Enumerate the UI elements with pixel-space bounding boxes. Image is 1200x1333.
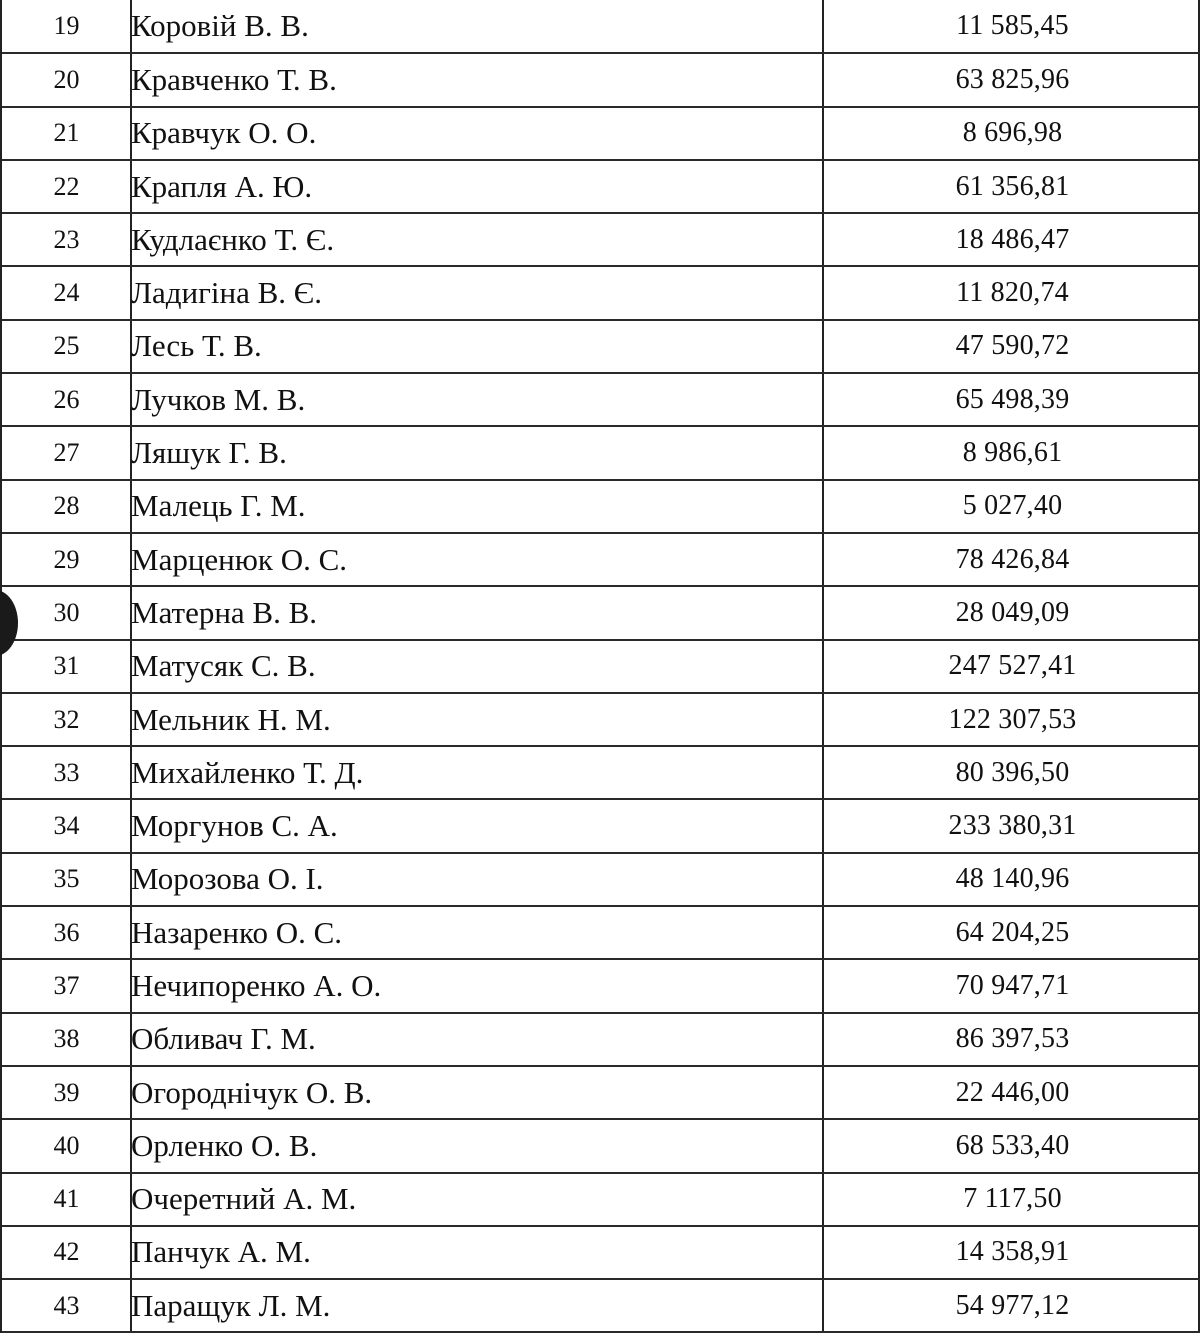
table-row [2,853,1200,906]
amount-cell: 7 117,50 [823,1173,1200,1226]
row-number-cell: 39 [2,1066,131,1119]
person-name-cell: Орленко О. В. [131,1119,823,1172]
row-number-cell: 37 [2,959,131,1012]
row-number-cell: 25 [2,320,131,373]
row-number-cell: 34 [2,799,131,852]
table-row [2,160,1200,213]
table-row [2,320,1200,373]
table-row [2,0,1200,53]
person-name-cell: Михайленко Т. Д. [131,746,823,799]
person-name-cell: Моргунов С. А. [131,799,823,852]
amount-cell: 64 204,25 [823,906,1200,959]
table-row [2,266,1200,319]
person-name-cell: Крапля А. Ю. [131,160,823,213]
person-name-cell: Очеретний А. М. [131,1173,823,1226]
row-number-cell: 33 [2,746,131,799]
table-row [2,1279,1200,1332]
row-number-cell: 32 [2,693,131,746]
row-number-cell: 21 [2,107,131,160]
table-row [2,693,1200,746]
row-number-cell: 31 [2,640,131,693]
table-row [2,959,1200,1012]
amount-cell: 18 486,47 [823,213,1200,266]
person-name-cell: Морозова О. І. [131,853,823,906]
table-row [2,906,1200,959]
row-number-cell: 41 [2,1173,131,1226]
amount-cell: 247 527,41 [823,640,1200,693]
row-number-cell: 28 [2,480,131,533]
row-number-cell: 23 [2,213,131,266]
person-name-cell: Панчук А. М. [131,1226,823,1279]
amount-cell: 233 380,31 [823,799,1200,852]
table-row [2,1066,1200,1119]
amount-cell: 61 356,81 [823,160,1200,213]
table-row [2,1119,1200,1172]
amount-cell: 11 585,45 [823,0,1200,53]
person-name-cell: Кравчук О. О. [131,107,823,160]
amount-cell: 122 307,53 [823,693,1200,746]
amount-cell: 47 590,72 [823,320,1200,373]
payments-table-body [2,0,1200,1332]
amount-cell: 86 397,53 [823,1013,1200,1066]
table-row [2,586,1200,639]
row-number-cell: 30 [2,586,131,639]
row-number-cell: 38 [2,1013,131,1066]
row-number-cell: 43 [2,1279,131,1332]
amount-cell: 5 027,40 [823,480,1200,533]
table-row [2,480,1200,533]
person-name-cell: Матусяк С. В. [131,640,823,693]
person-name-cell: Лучков М. В. [131,373,823,426]
amount-cell: 48 140,96 [823,853,1200,906]
amount-cell: 63 825,96 [823,53,1200,106]
amount-cell: 8 986,61 [823,426,1200,479]
row-number-cell: 29 [2,533,131,586]
person-name-cell: Лесь Т. В. [131,320,823,373]
row-number-cell: 27 [2,426,131,479]
person-name-cell: Назаренко О. С. [131,906,823,959]
person-name-cell: Коровій В. В. [131,0,823,53]
person-name-cell: Паращук Л. М. [131,1279,823,1332]
person-name-cell: Нечипоренко А. О. [131,959,823,1012]
row-number-cell: 36 [2,906,131,959]
amount-cell: 80 396,50 [823,746,1200,799]
amount-cell: 68 533,40 [823,1119,1200,1172]
person-name-cell: Матерна В. В. [131,586,823,639]
table-row [2,53,1200,106]
amount-cell: 78 426,84 [823,533,1200,586]
table-row [2,1013,1200,1066]
row-number-cell: 26 [2,373,131,426]
table-row [2,746,1200,799]
row-number-cell: 22 [2,160,131,213]
payments-table [2,0,1200,1333]
amount-cell: 70 947,71 [823,959,1200,1012]
amount-cell: 22 446,00 [823,1066,1200,1119]
amount-cell: 14 358,91 [823,1226,1200,1279]
table-row [2,213,1200,266]
person-name-cell: Обливач Г. М. [131,1013,823,1066]
row-number-cell: 24 [2,266,131,319]
person-name-cell: Марценюк О. С. [131,533,823,586]
person-name-cell: Кравченко Т. В. [131,53,823,106]
table-row [2,1173,1200,1226]
person-name-cell: Малець Г. М. [131,480,823,533]
table-row [2,533,1200,586]
row-number-cell: 19 [2,0,131,53]
table-row [2,426,1200,479]
person-name-cell: Ляшук Г. В. [131,426,823,479]
person-name-cell: Мельник Н. М. [131,693,823,746]
amount-cell: 54 977,12 [823,1279,1200,1332]
person-name-cell: Ладигіна В. Є. [131,266,823,319]
amount-cell: 28 049,09 [823,586,1200,639]
row-number-cell: 40 [2,1119,131,1172]
amount-cell: 8 696,98 [823,107,1200,160]
row-number-cell: 20 [2,53,131,106]
table-row [2,373,1200,426]
person-name-cell: Кудлаєнко Т. Є. [131,213,823,266]
table-row [2,799,1200,852]
row-number-cell: 35 [2,853,131,906]
table-row [2,1226,1200,1279]
person-name-cell: Огороднічук О. В. [131,1066,823,1119]
amount-cell: 65 498,39 [823,373,1200,426]
table-row [2,640,1200,693]
table-row [2,107,1200,160]
amount-cell: 11 820,74 [823,266,1200,319]
row-number-cell: 42 [2,1226,131,1279]
